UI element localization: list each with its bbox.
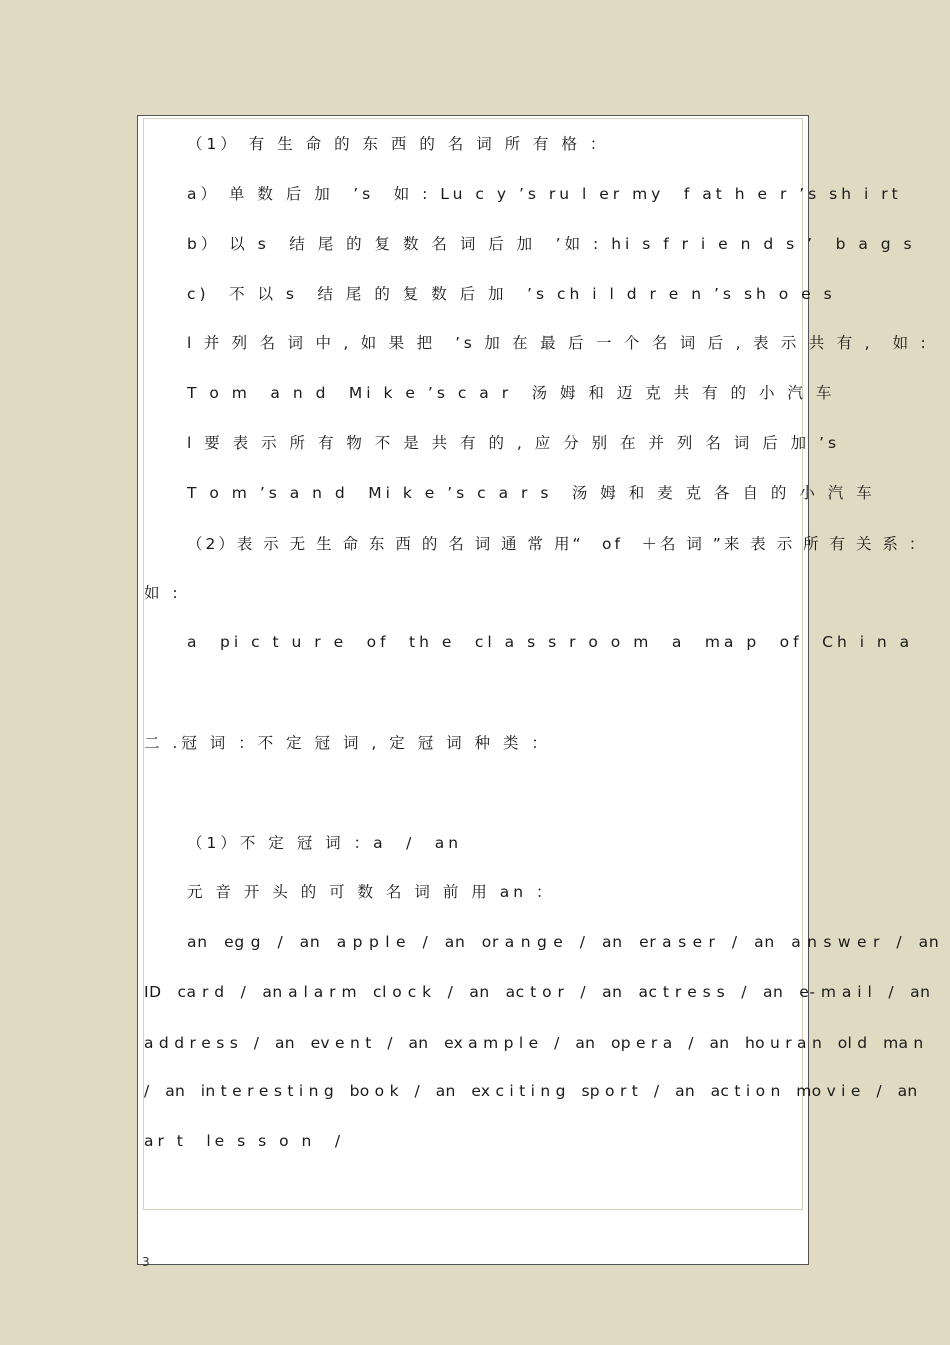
text-line: 元 音 开 头 的 可 数 名 词 前 用 an ： bbox=[187, 883, 556, 901]
text-line: （2）表 示 无 生 命 东 西 的 名 词 通 常 用“ of ＋名 词 ”来 表 示 所 有 关 系 ： bbox=[187, 535, 928, 553]
text-line: l 并 列 名 词 中 , 如 果 把 ’s 加 在 最 后 一 个 名 词 后 , 表 示 共 有 , 如 : bbox=[187, 334, 930, 352]
text-line: 如 : bbox=[144, 584, 182, 602]
text-line: an eg g / an a p p l e / an or a n g e / an er a s e r / an a n s w e r / an bbox=[187, 933, 940, 951]
text-line: T o m ’s a n d Mi k e ’s c a r s 汤 姆 和 麦 克 各 自 的 小 汽 车 bbox=[187, 484, 876, 502]
section-heading: 二 .冠 词 ：不 定 冠 词 , 定 冠 词 种 类 ： bbox=[144, 734, 551, 752]
text-line: l 要 表 示 所 有 物 不 是 共 有 的 , 应 分 别 在 并 列 名 词 后 加 ’s bbox=[187, 434, 841, 452]
text-line: a d d r e s s / an ev e n t / an ex a m p l e / an op e r a / an ho u r a n ol d ma n bbox=[144, 1034, 924, 1052]
text-line: ar t le s s o n / bbox=[144, 1132, 345, 1150]
page-number: 3 bbox=[142, 1255, 150, 1269]
text-line: a） 单 数 后 加 ’s 如 : Lu c y ’s ru l er my f at h e r ’s sh i rt bbox=[187, 185, 902, 203]
text-line: b） 以 s 结 尾 的 复 数 名 词 后 加 ’如 : hi s f r i e n d s ’ b a g s bbox=[187, 235, 916, 253]
text-line: c) 不 以 s 结 尾 的 复 数 后 加 ’s ch i l d r e n ’s sh o e s bbox=[187, 285, 836, 303]
text-line: （1） 有 生 命 的 东 西 的 名 词 所 有 格 ： bbox=[187, 135, 610, 153]
text-line: / an in t e r e s t i n g bo o k / an ex c i t i n g sp o r t / an ac t i o n mo v i e / an bbox=[144, 1082, 918, 1100]
text-line: T o m a n d Mi k e ’s c a r 汤 姆 和 迈 克 共 有 的 小 汽 车 bbox=[187, 384, 836, 402]
text-line: ID ca r d / an a l a r m cl o c k / an ac t o r / an ac t r e s s / an e- m a i l / an bbox=[144, 983, 931, 1001]
text-line: a pi c t u r e of th e cl a s s r o o m a ma p of Ch i n a bbox=[187, 633, 914, 651]
text-line: （1）不 定 冠 词 ：a / an bbox=[187, 834, 463, 852]
